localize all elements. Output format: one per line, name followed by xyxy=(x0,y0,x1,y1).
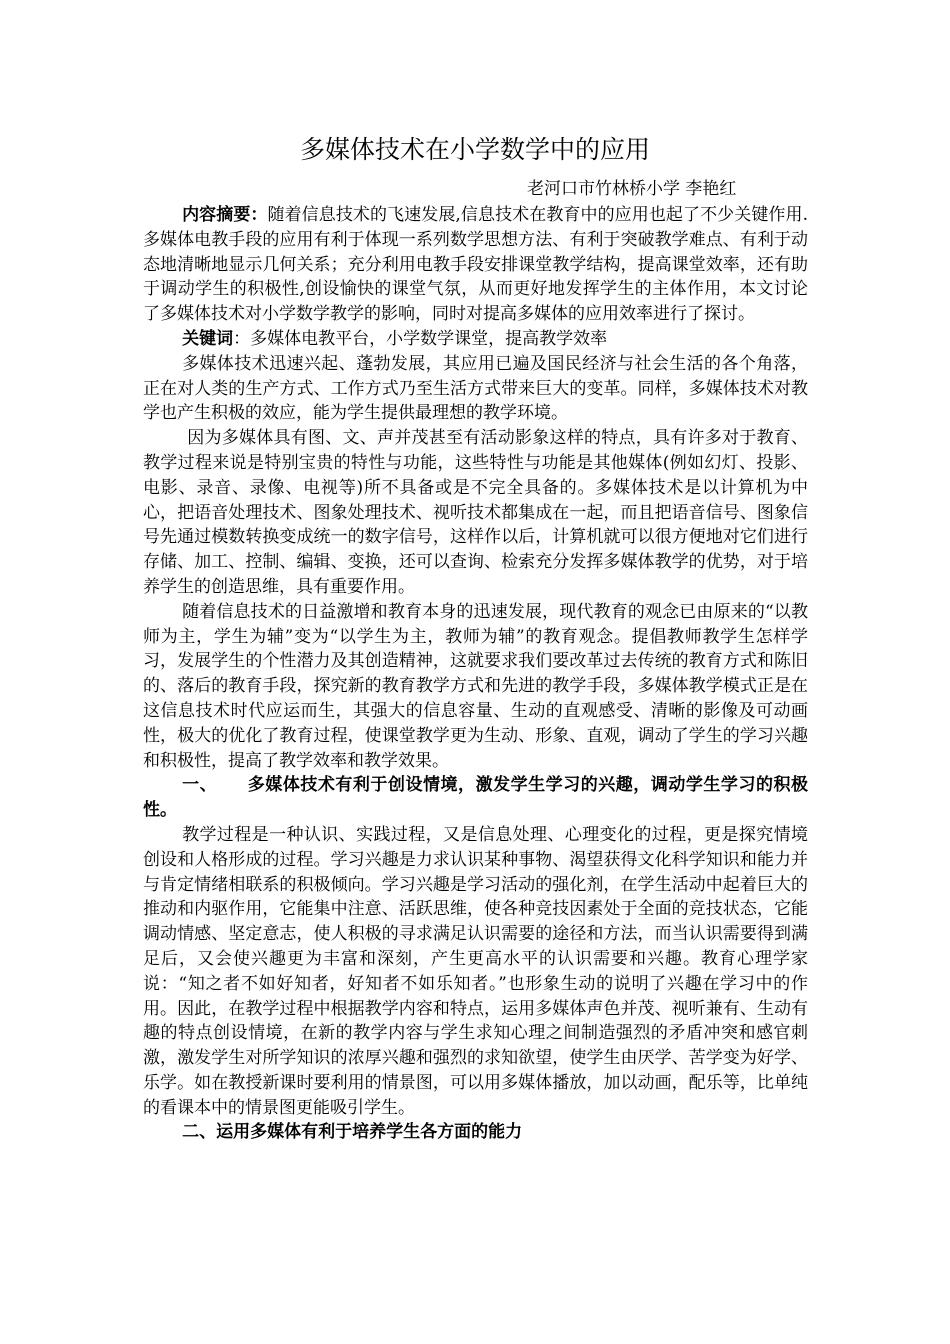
abstract-paragraph xyxy=(143,203,808,327)
keywords-text: ：多媒体电教平台，小学数学课堂，提高教学效率 xyxy=(233,328,608,349)
section-1-number: 一、 xyxy=(182,775,218,796)
section-2-heading: 二、运用多媒体有利于培养学生各方面的能力 xyxy=(182,1122,523,1143)
intro-paragraph-2: 因为多媒体具有图、文、声并茂甚至有活动影象这样的特点，具有许多对于教育、教学过程来说是特别宝贵的特性与功能，这些特性与功能是其他媒体(例如幻灯、投影、电影、录音、录像、电视等)所不具备或是不完全具备的。多媒体技术是以计算机为中心，把语音处理技术、图象处理技术、视听技术都集成在一起，而且把语音信号、图象信号先通过模数转换变成统一的数字信号，这样作以后，计算机就可以很方便地对它们进行存储、加工、控制、编辑、变换，还可以查询、检索充分发挥多媒体教学的优势，对于培养学生的创造思维，具有重要作用。 xyxy=(143,428,808,597)
document-title: 多媒体技术在小学数学中的应用 xyxy=(299,135,650,164)
intro-paragraph-3: 随着信息技术的日益激增和教育本身的迅速发展，现代教育的观念已由原来的“以教师为主，学生为辅”变为“以学生为主，教师为辅”的教育观念。提倡教师教学生怎样学习，发展学生的个性潜力及其创造精神，这就要求我们要改革过去传统的教育方式和陈旧的、落后的教育手段，探究新的教育教学方式和先进的教学手段，多媒体教学模式正是在这信息技术时代应运而生，其强大的信息容量、生动的直观感受、清晰的影像及可动画性，极大的优化了教育过程，使课堂教学更为生动、形象、直观，调动了学生的学习兴趣和积极性，提高了教学效率和教学效果。 xyxy=(143,601,808,771)
abstract-text: 随着信息技术的飞速发展,信息技术在教育中的应用也起了不少关键作用.多媒体电教手段的应用有利于体现一系列数学思想方法、有利于突破教学难点、有利于动态地清晰地显示几何关系；充分利用电教手段安排课堂教学结构，提高课堂效率，还有助于调动学生的积极性,创设愉快的课堂气氛，从而更好地发挥学生的主体作用，本文讨论了多媒体技术对小学数学教学的影响，同时对提高多媒体的应用效率进行了探讨。 xyxy=(143,205,808,325)
document-body xyxy=(143,203,808,1145)
abstract-label: 内容摘要： xyxy=(182,205,268,225)
keywords-label: 关键词 xyxy=(182,328,234,349)
author-line: 老河口市竹林桥小学 李艳红 xyxy=(527,179,737,199)
section-1-paragraph: 教学过程是一种认识、实践过程，又是信息处理、心理变化的过程，更是探究情境创设和人格形成的过程。学习兴趣是力求认识某种事物、渴望获得文化科学知识和能力并与肯定情绪相联系的积极倾向。学习兴趣是学习活动的强化剂，在学生活动中起着巨大的推动和内驱作用，它能集中注意、活跃思维，使各种竞技因素处于全面的竞技状态，它能调动情感、坚定意志，使人积极的寻求满足认识需要的途径和方法，而当认识需要得到满足后，又会使兴趣更为丰富和深刻，产生更高水平的认识需要和兴趣。教育心理学家说：“知之者不如好知者，好知者不如乐知者。”也形象生动的说明了兴趣在学习中的作用。因此，在教学过程中根据教学内容和特点，运用多媒体声色并茂、视听兼有、生动有趣的特点创设情境，在新的教学内容与学生求知心理之间制造强烈的矛盾冲突和感官刺激，激发学生对所学知识的浓厚兴趣和强烈的求知欲望，使学生由厌学、苦学变为好学、乐学。如在教授新课时要利用的情景图，可以用多媒体播放，加以动画，配乐等，比单纯的看课本中的情景图更能吸引学生。 xyxy=(143,824,808,1118)
intro-paragraph-1: 多媒体技术迅速兴起、蓬勃发展，其应用已遍及国民经济与社会生活的各个角落，正在对人类的生产方式、工作方式乃至生活方式带来巨大的变革。同样，多媒体技术对教学也产生积极的效应，能为学生提供最理想的教学环境。 xyxy=(143,353,808,424)
section-1-heading-text: 多媒体技术有利于创设情境，激发学生学习的兴趣，调动学生学习的积极性。 xyxy=(143,775,809,821)
keywords-paragraph xyxy=(143,327,808,352)
section-1-heading xyxy=(143,773,808,823)
